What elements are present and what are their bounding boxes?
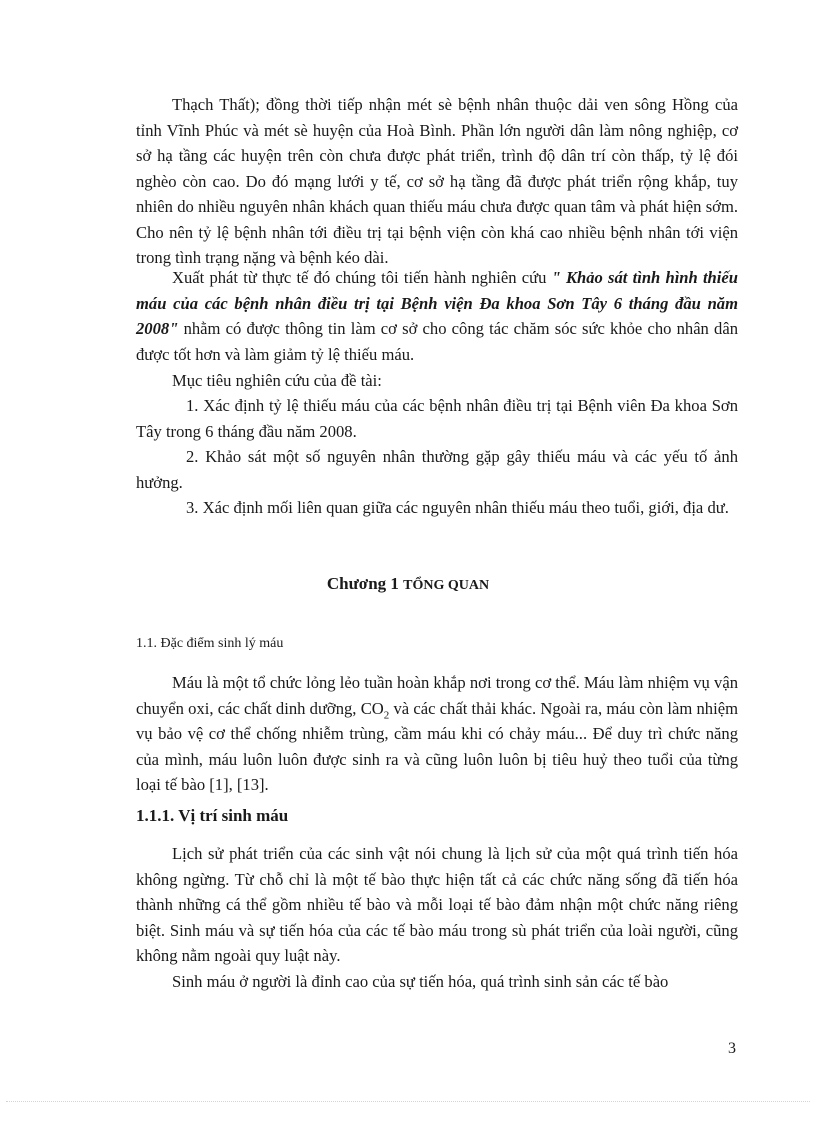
co2-base: CO bbox=[360, 698, 384, 718]
intro-paragraph-2-end: nhằm có được thông tin làm cơ sở cho công tác chăm sóc sức khỏe cho nhân dân được tốt hơn và làm giảm tỷ lệ thiếu máu. bbox=[136, 319, 738, 364]
section-1-1-paragraph bbox=[136, 670, 738, 798]
chapter-title: TỔNG QUAN bbox=[403, 578, 490, 593]
intro-paragraph-2 bbox=[136, 265, 738, 367]
intro-paragraph-1: Thạch Thất); đồng thời tiếp nhận mét sè bệnh nhân thuộc dải ven sông Hồng của tỉnh Vĩnh Phúc và mét sè huyện của Hoà Bình. Phần lớn người dân làm nông nghiệp, cơ sở hạ tầng các huyện trên còn chưa được phát triển, trình độ dân trí còn thấp, tỷ lệ đói nghèo còn cao. Do đó mạng lưới y tế, cơ sở hạ tầng đã được phát triển rộng khắp, tuy nhiên do nhiều nguyên nhân khách quan thiếu máu chưa được quan tâm và phát hiện sớm. Cho nên tỷ lệ bệnh nhân tới điều trị tại bệnh viện còn khá cao nhiều bệnh nhân tới viện trong tình trạng nặng và bệnh kéo dài. bbox=[136, 95, 738, 267]
section-1-1-1-paragraph-1: Lịch sử phát triển của các sinh vật nói chung là lịch sử của một quá trình tiến hóa không ngừng. Từ chỗ chỉ là một tế bào thực hiện tất cả các chức năng sống đã tiến hóa thành những cá thể gồm nhiều tế bào và mỗi loại tế bào đảm nhận một chức năng riêng biệt. Sinh máu và sự tiến hóa của các tế bào máu trong sù phát triển của loài người, cũng không nằm ngoài quy luật này. bbox=[136, 844, 738, 965]
section-1-1-heading: 1.1. Đặc điểm sinh lý máu bbox=[136, 636, 284, 651]
co2-formula bbox=[360, 698, 390, 721]
section-1-1-text-start: Máu là một tổ chức lỏng lẻo tuần hoàn khắp nơi trong cơ thể. Máu làm nhiệm vụ vận chuyển oxi, các chất dinh dưỡng, bbox=[136, 673, 738, 718]
objectives-heading: Mục tiêu nghiên cứu của đề tài: bbox=[172, 371, 382, 390]
study-title: " Khảo sát tình hình thiếu máu của các bệnh nhân điều trị tại Bệnh viện Đa khoa Sơn Tây 6 tháng đầu năm 2008" bbox=[136, 268, 738, 338]
section-1-1-text-end: và các chất thải khác. Ngoài ra, máu còn làm nhiệm vụ bảo vệ cơ thể chống nhiễm trùng, cầm máu khi có chảy máu... Để duy trì chức năng của mình, máu luôn luôn được sinh ra và cũng luôn luôn bị tiêu huỷ theo tuổi của từng loại tế bào [1], [13]. bbox=[136, 698, 738, 794]
objective-item-3: 3. Xác định mối liên quan giữa các nguyên nhân thiếu máu theo tuổi, giới, địa dư. bbox=[186, 498, 729, 517]
chapter-label: Chương 1 bbox=[326, 574, 399, 593]
chapter-heading bbox=[0, 574, 816, 594]
objective-item-2: 2. Khảo sát một số nguyên nhân thường gặp gây thiếu máu và các yếu tố ảnh hưởng. bbox=[136, 447, 738, 492]
section-1-1-1-paragraph-2: Sinh máu ở người là đỉnh cao của sự tiến hóa, quá trình sinh sản các tế bào bbox=[172, 972, 669, 991]
section-1-1-1-heading: 1.1.1. Vị trí sinh máu bbox=[136, 806, 289, 825]
page-number: 3 bbox=[728, 1040, 736, 1057]
co2-subscript: 2 bbox=[383, 708, 390, 721]
objective-item-1: 1. Xác định tỷ lệ thiếu máu của các bệnh nhân điều trị tại Bệnh viên Đa khoa Sơn Tây trong 6 tháng đầu năm 2008. bbox=[136, 396, 738, 441]
footer-divider bbox=[6, 1101, 810, 1102]
intro-paragraph-2-start: Xuất phát từ thực tế đó chúng tôi tiến hành nghiên cứu bbox=[172, 268, 552, 287]
